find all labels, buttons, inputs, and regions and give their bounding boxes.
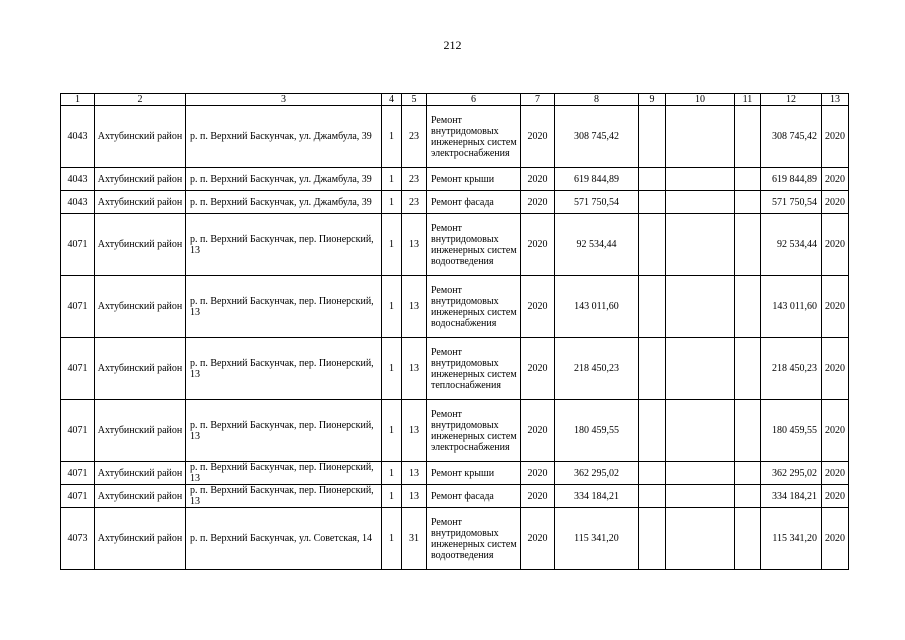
cell-total: 308 745,42 [761,106,822,168]
cell-address: р. п. Верхний Баскунчак, пер. Пионерский, 13 [186,485,382,508]
header-cell: 3 [186,94,382,106]
cell-address: р. п. Верхний Баскунчак, пер. Пионерский, 13 [186,214,382,276]
cell-total: 571 750,54 [761,191,822,214]
header-cell: 7 [521,94,555,106]
cell-col5: 13 [402,214,427,276]
table-row [61,400,849,462]
cell-end-year: 2020 [822,338,849,400]
cell-cost: 619 844,89 [555,168,639,191]
header-cell: 1 [61,94,95,106]
cell-end-year: 2020 [822,462,849,485]
header-cell: 11 [735,94,761,106]
cell-id: 4043 [61,191,95,214]
cell-year: 2020 [521,106,555,168]
cell-work-type: Ремонт внутридомовых инженерных систем водоснабжения [427,276,521,338]
cell-col5: 13 [402,485,427,508]
cell-col10 [666,400,735,462]
cell-col9 [639,106,666,168]
cell-address: р. п. Верхний Баскунчак, пер. Пионерский, 13 [186,276,382,338]
cell-end-year: 2020 [822,214,849,276]
table-row [61,508,849,570]
cell-year: 2020 [521,508,555,570]
cell-work-type: Ремонт крыши [427,168,521,191]
cell-address: р. п. Верхний Баскунчак, ул. Джамбула, 39 [186,168,382,191]
cell-col4: 1 [382,508,402,570]
cell-work-type: Ремонт фасада [427,191,521,214]
cell-col9 [639,214,666,276]
cell-end-year: 2020 [822,400,849,462]
cell-year: 2020 [521,462,555,485]
cell-col10 [666,168,735,191]
cell-col5: 23 [402,168,427,191]
cell-id: 4043 [61,168,95,191]
cell-district: Ахтубинский район [95,462,186,485]
cell-total: 143 011,60 [761,276,822,338]
cell-work-type: Ремонт внутридомовых инженерных систем водоотведения [427,214,521,276]
cell-year: 2020 [521,191,555,214]
cell-col9 [639,191,666,214]
cell-year: 2020 [521,338,555,400]
table-row [61,168,849,191]
registry-table [60,93,849,570]
header-cell: 2 [95,94,186,106]
header-cell: 8 [555,94,639,106]
cell-cost: 218 450,23 [555,338,639,400]
cell-end-year: 2020 [822,106,849,168]
table-row [61,106,849,168]
cell-col4: 1 [382,191,402,214]
cell-cost: 180 459,55 [555,400,639,462]
cell-work-type: Ремонт фасада [427,485,521,508]
cell-total: 180 459,55 [761,400,822,462]
cell-total: 619 844,89 [761,168,822,191]
cell-end-year: 2020 [822,276,849,338]
cell-district: Ахтубинский район [95,106,186,168]
cell-cost: 362 295,02 [555,462,639,485]
cell-district: Ахтубинский район [95,338,186,400]
cell-total: 218 450,23 [761,338,822,400]
cell-col10 [666,485,735,508]
header-cell: 9 [639,94,666,106]
cell-col4: 1 [382,462,402,485]
cell-col10 [666,338,735,400]
cell-id: 4073 [61,508,95,570]
cell-address: р. п. Верхний Баскунчак, пер. Пионерский, 13 [186,400,382,462]
cell-end-year: 2020 [822,508,849,570]
cell-col11 [735,400,761,462]
cell-col10 [666,276,735,338]
cell-col10 [666,508,735,570]
cell-work-type: Ремонт внутридомовых инженерных систем электроснабжения [427,106,521,168]
page-number: 212 [443,38,462,52]
cell-address: р. п. Верхний Баскунчак, пер. Пионерский, 13 [186,462,382,485]
cell-district: Ахтубинский район [95,276,186,338]
cell-work-type: Ремонт крыши [427,462,521,485]
cell-end-year: 2020 [822,191,849,214]
cell-work-type: Ремонт внутридомовых инженерных систем электроснабжения [427,400,521,462]
cell-year: 2020 [521,485,555,508]
cell-col10 [666,106,735,168]
table-row [61,214,849,276]
cell-district: Ахтубинский район [95,485,186,508]
cell-total: 334 184,21 [761,485,822,508]
header-cell: 13 [822,94,849,106]
cell-cost: 334 184,21 [555,485,639,508]
cell-col11 [735,508,761,570]
cell-col4: 1 [382,338,402,400]
cell-col9 [639,508,666,570]
cell-year: 2020 [521,214,555,276]
cell-col10 [666,214,735,276]
cell-address: р. п. Верхний Баскунчак, пер. Пионерский, 13 [186,338,382,400]
cell-col5: 13 [402,462,427,485]
cell-id: 4043 [61,106,95,168]
cell-col11 [735,276,761,338]
cell-col11 [735,338,761,400]
cell-col10 [666,191,735,214]
cell-col10 [666,462,735,485]
cell-total: 92 534,44 [761,214,822,276]
cell-col11 [735,106,761,168]
cell-id: 4071 [61,214,95,276]
cell-col11 [735,462,761,485]
cell-total: 115 341,20 [761,508,822,570]
table-body [61,94,849,570]
cell-address: р. п. Верхний Баскунчак, ул. Джамбула, 39 [186,191,382,214]
cell-id: 4071 [61,400,95,462]
cell-cost: 143 011,60 [555,276,639,338]
cell-year: 2020 [521,168,555,191]
cell-end-year: 2020 [822,168,849,191]
cell-end-year: 2020 [822,485,849,508]
cell-year: 2020 [521,276,555,338]
cell-address: р. п. Верхний Баскунчак, ул. Советская, 14 [186,508,382,570]
cell-col5: 23 [402,106,427,168]
cell-work-type: Ремонт внутридомовых инженерных систем водоотведения [427,508,521,570]
header-cell: 5 [402,94,427,106]
cell-col9 [639,338,666,400]
cell-district: Ахтубинский район [95,508,186,570]
cell-col9 [639,400,666,462]
cell-col4: 1 [382,400,402,462]
cell-col11 [735,191,761,214]
cell-district: Ахтубинский район [95,191,186,214]
table-row [61,485,849,508]
cell-id: 4071 [61,462,95,485]
cell-id: 4071 [61,276,95,338]
header-cell: 12 [761,94,822,106]
table-row [61,338,849,400]
header-cell: 6 [427,94,521,106]
header-cell: 4 [382,94,402,106]
cell-col4: 1 [382,106,402,168]
cell-year: 2020 [521,400,555,462]
cell-col9 [639,462,666,485]
cell-col9 [639,168,666,191]
cell-cost: 571 750,54 [555,191,639,214]
cell-col11 [735,214,761,276]
cell-id: 4071 [61,338,95,400]
cell-address: р. п. Верхний Баскунчак, ул. Джамбула, 39 [186,106,382,168]
cell-col4: 1 [382,214,402,276]
cell-col5: 13 [402,400,427,462]
cell-col11 [735,168,761,191]
cell-col4: 1 [382,485,402,508]
cell-col4: 1 [382,276,402,338]
table-row [61,462,849,485]
cell-total: 362 295,02 [761,462,822,485]
cell-district: Ахтубинский район [95,214,186,276]
cell-col5: 13 [402,338,427,400]
cell-cost: 115 341,20 [555,508,639,570]
cell-col9 [639,485,666,508]
cell-district: Ахтубинский район [95,168,186,191]
table-row [61,191,849,214]
cell-cost: 308 745,42 [555,106,639,168]
cell-work-type: Ремонт внутридомовых инженерных систем теплоснабжения [427,338,521,400]
header-cell: 10 [666,94,735,106]
cell-col5: 31 [402,508,427,570]
cell-col4: 1 [382,168,402,191]
cell-col9 [639,276,666,338]
cell-col5: 13 [402,276,427,338]
cell-cost: 92 534,44 [555,214,639,276]
table-row [61,276,849,338]
cell-col11 [735,485,761,508]
cell-id: 4071 [61,485,95,508]
cell-district: Ахтубинский район [95,400,186,462]
cell-col5: 23 [402,191,427,214]
header-row [61,94,849,106]
